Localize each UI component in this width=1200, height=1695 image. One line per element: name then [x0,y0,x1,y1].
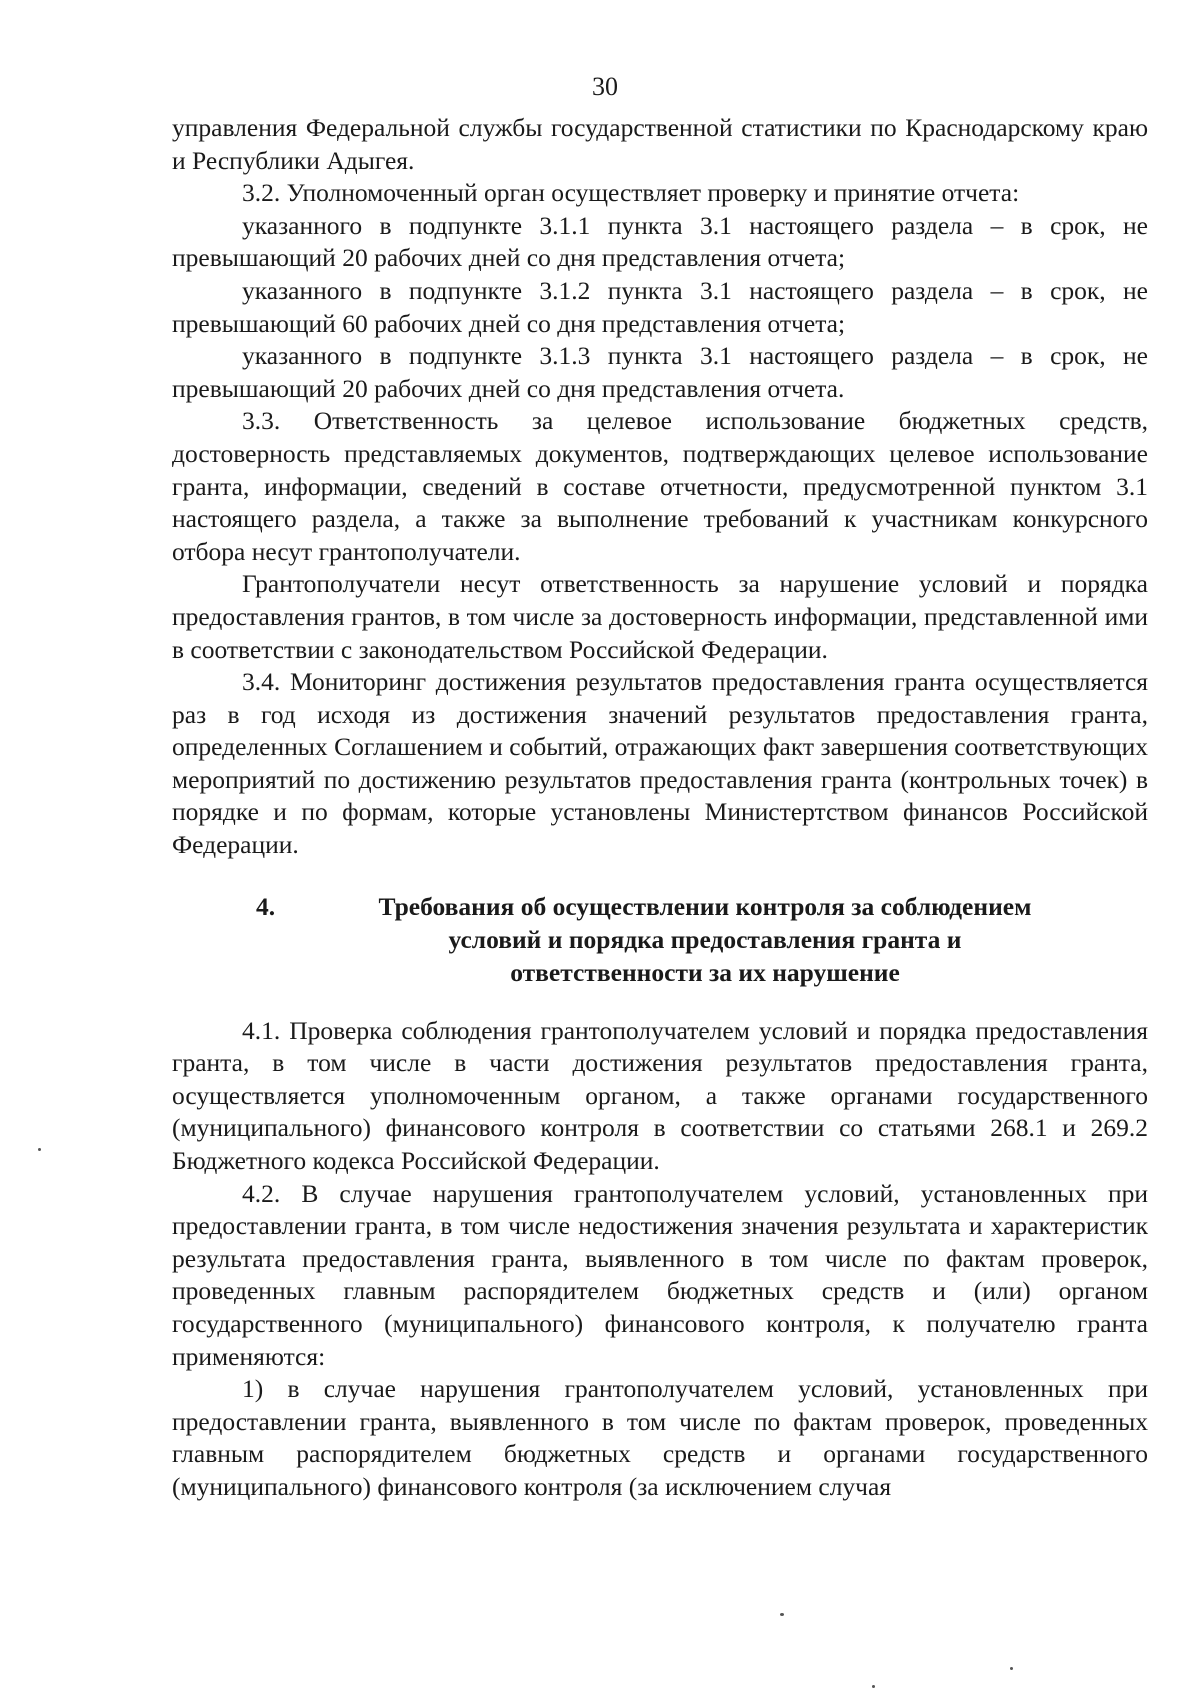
scan-speck [38,1148,41,1151]
section-heading [172,890,1148,989]
body-after-heading [172,1015,1148,1504]
section-title-line: условий и порядка предоставления гранта и [448,924,962,954]
section-title-line: Требования об осуществлении контроля за соблюдением [378,891,1032,921]
paragraph: Грантополучатели несут ответственность за нарушение условий и порядка предоставления грантов, в том числе за достоверность информации, представленной ими в соответствии с законодательством Российской Федерации. [172,569,1148,664]
page-number: 30 [592,72,618,101]
section-number: 4. [256,891,276,921]
paragraph: указанного в подпункте 3.1.3 пункта 3.1 настоящего раздела – в срок, не превышающий 20 рабочих дней со дня представления отчета. [172,341,1148,403]
paragraph: 4.1. Проверка соблюдения грантополучателем условий и порядка предоставления гранта, в том числе в части достижения результатов предоставления гранта, осуществляется уполномоченным органом, а также органами государственного (муниципального) финансового контроля в соответствии со статьями 268.1 и 269.2 Бюджетного кодекса Российской Федерации. [172,1015,1148,1176]
section-title [302,890,1108,989]
paragraph: 1) в случае нарушения грантополучателем условий, установленных при предоставлении гранта, выявленного в том числе по фактам проверок, проведенных главным распорядителем бюджетных средств и органами государственного (муниципального) финансового контроля (за исключением случая [172,1374,1148,1501]
paragraph: указанного в подпункте 3.1.1 пункта 3.1 настоящего раздела – в срок, не превышающий 20 рабочих дней со дня представления отчета; [172,210,1148,273]
paragraph: 3.4. Мониторинг достижения результатов предоставления гранта осуществляется раз в год исходя из достижения значений результатов предоставления гранта, определенных Соглашением и событий, отражающих факт завершения соответствующих мероприятий по достижению результатов предоставления гранта (контрольных точек) в порядке и по формам, которые установлены Министертством финансов Российской Федерации. [172,667,1148,860]
scan-speck [780,1613,784,1616]
paragraph: 4.2. В случае нарушения грантополучателем условий, установленных при предоставлении гранта, в том числе недостижения значения результата и характеристик результата предоставления гранта, выявленного в том числе по фактам проверок, проведенных главным распорядителем бюджетных средств и (или) органом государственного (муниципального) финансового контроля, к получателю гранта применяются: [172,1178,1148,1371]
paragraph: указанного в подпункте 3.1.2 пункта 3.1 настоящего раздела – в срок, не превышающий 60 рабочих дней со дня представления отчета; [172,275,1148,338]
paragraph: 3.2. Уполномоченный орган осуществляет проверку и принятие отчета: [242,178,1020,208]
body-before-heading [172,112,1148,862]
paragraph: 3.3. Ответственность за целевое использование бюджетных средств, достоверность представляемых документов, подтверждающих целевое использование гранта, информации, сведений в составе отчетности, предусмотренной пунктом 3.1 настоящего раздела, а также за выполнение требований к участникам конкурсного отбора несут грантополучатели. [172,406,1148,566]
scan-speck [872,1685,875,1688]
scan-speck [1010,1667,1013,1670]
section-title-line: ответственности за их нарушение [510,957,900,987]
paragraph: управления Федеральной службы государственной статистики по Краснодарскому краю и Республики Адыгея. [172,113,1148,175]
